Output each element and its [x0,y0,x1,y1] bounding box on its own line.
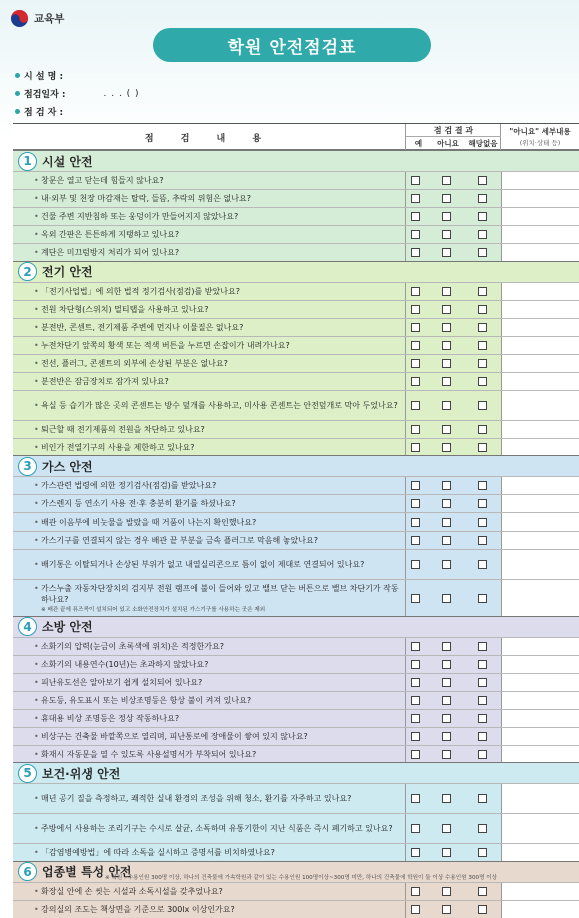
checklist-row [13,673,579,691]
detail-cell[interactable] [501,172,579,189]
section-title-text: 업종별 특성 안전 [42,865,132,879]
detail-cell[interactable] [501,532,579,549]
checklist-row [13,655,579,673]
meta-date [15,87,140,100]
checklist-row [13,843,579,861]
question-cell [13,301,406,318]
question-text: • 옥외 간판은 튼튼하게 지탱하고 있나요? [41,229,401,240]
checkbox-yes[interactable] [411,425,420,434]
question-text: • 「전기사업법」에 의한 법적 정기검사(점검)를 받았나요? [41,286,401,297]
detail-cell[interactable] [501,883,579,900]
checkbox-na[interactable] [478,323,487,332]
checklist-row [13,438,579,456]
question-cell [13,844,406,861]
checkbox-na[interactable] [478,443,487,452]
question-cell [13,477,406,494]
detail-cell[interactable] [501,373,579,390]
checklist-row [13,494,579,512]
checkbox-no[interactable] [442,642,451,651]
checkbox-na[interactable] [478,176,487,185]
detail-cell[interactable] [501,784,579,813]
question-cell [13,244,406,261]
detail-cell[interactable] [501,283,579,300]
checkbox-yes[interactable] [411,560,420,569]
header-content: 점 검 내 용 [13,124,406,150]
checkbox-no[interactable] [442,518,451,527]
checkbox-na[interactable] [478,794,487,803]
checkbox-na[interactable] [478,536,487,545]
table-header [13,124,579,150]
question-text: • 전원 차단형(스위치) 멀티탭을 사용하고 있나요? [41,304,401,315]
question-text: • 가스관련 법령에 의한 정기검사(점검)를 받았나요? [41,480,401,491]
checkbox-yes[interactable] [411,176,420,185]
checklist-row [13,336,579,354]
detail-cell[interactable] [501,674,579,691]
checkbox-na[interactable] [478,678,487,687]
checkbox-na[interactable] [478,377,487,386]
question-text: • 주방에서 사용하는 조리기구는 수시로 살균, 소독하며 유통기한이 지난 식품은 즉시 폐기하고 있나요? [41,823,401,834]
checkbox-no[interactable] [442,794,451,803]
checkbox-no[interactable] [442,499,451,508]
checkbox-no[interactable] [442,824,451,833]
question-cell [13,190,406,207]
checkbox-yes[interactable] [411,287,420,296]
checkbox-yes[interactable] [411,824,420,833]
question-cell [13,692,406,709]
meta-facility [15,69,63,82]
checkbox-na[interactable] [478,481,487,490]
question-text: • 매년 공기 질을 측정하고, 쾌적한 실내 환경의 조성을 위해 청소, 환기를 자주하고 있나요? [41,793,401,804]
meta-label: 점 검 자 : [24,108,64,118]
checkbox-yes[interactable] [411,323,420,332]
checkbox-yes[interactable] [411,905,420,914]
question-cell [13,784,406,813]
checkbox-no[interactable] [442,305,451,314]
detail-cell[interactable] [501,656,579,673]
header-no: 아니요 [437,139,459,148]
detail-cell[interactable] [501,746,579,763]
checklist-row [13,512,579,530]
checkbox-yes[interactable] [411,230,420,239]
question-text: • 비상구는 건축물 바깥쪽으로 열리며, 피난통로에 장애물이 쌓여 있지 않나요? [41,731,401,742]
detail-cell[interactable] [501,301,579,318]
meta-label: 점검일자 : [24,90,66,100]
detail-cell[interactable] [501,550,579,579]
checkbox-na[interactable] [478,341,487,350]
checkbox-yes[interactable] [411,359,420,368]
checkbox-na[interactable] [478,230,487,239]
checkbox-yes[interactable] [411,481,420,490]
checklist-row [13,390,579,420]
checkbox-na[interactable] [478,305,487,314]
checklist-row [13,282,579,300]
meta-label: 시 설 명 : [24,72,64,82]
detail-cell[interactable] [501,208,579,225]
taegeuk-icon [10,9,29,28]
checkbox-no[interactable] [442,194,451,203]
section-title-text: 보건·위생 안전 [42,766,121,781]
question-text: • 분전반, 콘센트, 전기제품 주변에 먼지나 이물질은 없나요? [41,322,401,333]
checkbox-na[interactable] [478,287,487,296]
question-text: • 소화기의 내용연수(10년)는 초과하지 않았나요? [41,659,401,670]
bullet-icon [15,109,20,114]
checkbox-yes[interactable] [411,794,420,803]
question-note: ※ 배관 끝에 퓨즈콕이 설치되어 있고 소화안전장치가 설치된 가스기구를 사용하는 곳은 제외 [41,606,266,613]
checkbox-yes[interactable] [411,848,420,857]
checklist-row [13,745,579,763]
detail-cell[interactable] [501,190,579,207]
question-text: • 유도등, 유도표시 또는 비상조명등은 항상 불이 켜져 있나요? [41,695,401,706]
section-number-icon: 4 [18,617,37,636]
checklist-row [13,476,579,494]
detail-cell[interactable] [501,477,579,494]
section-number-icon: 1 [18,152,37,171]
checkbox-yes[interactable] [411,401,420,410]
section-title-text: 전기 안전 [42,265,93,279]
checkbox-yes[interactable] [411,518,420,527]
question-text: • 화장실 안에 손 씻는 시설과 소독시설을 갖추었나요? [41,886,401,897]
checkbox-yes[interactable] [411,248,420,257]
detail-cell[interactable] [501,638,579,655]
detail-cell[interactable] [501,901,579,918]
question-text: • 소화기의 압력(눈금이 초록색에 위치)은 적정한가요? [41,641,401,652]
checkbox-na[interactable] [478,194,487,203]
checkbox-no[interactable] [442,212,451,221]
checkbox-no[interactable] [442,887,451,896]
detail-cell[interactable] [501,421,579,438]
checklist-row [13,225,579,243]
bullet-icon [15,73,20,78]
checkbox-yes[interactable] [411,678,420,687]
checkbox-no[interactable] [442,560,451,569]
question-text: • 가스누출 자동차단장치의 검지부 전원 램프에 불이 들어와 있고 밸브 닫는 버튼으로 밸브 차단기가 작동 하나요? [41,583,401,605]
section-title-text: 소방 안전 [42,620,93,635]
question-cell [13,319,406,336]
checkbox-na[interactable] [478,887,487,896]
checkbox-na[interactable] [478,750,487,759]
section-number-icon: 3 [18,457,37,476]
question-text: • 분전반은 잠금장치로 잠가져 있나요? [41,376,401,387]
checkbox-yes[interactable] [411,443,420,452]
checkbox-na[interactable] [478,714,487,723]
question-cell [13,656,406,673]
detail-cell[interactable] [501,513,579,530]
question-cell [13,580,406,617]
checklist-row [13,531,579,549]
question-cell [13,226,406,243]
checkbox-na[interactable] [478,560,487,569]
question-text: • 피난유도선은 알아보기 쉽게 설치되어 있나요? [41,677,401,688]
question-text: • 전선, 플러그, 콘센트의 외부에 손상된 부분은 없나요? [41,358,401,369]
header-background [0,0,579,140]
checkbox-no[interactable] [442,248,451,257]
checkbox-no[interactable] [442,848,451,857]
checkbox-yes[interactable] [411,660,420,669]
checkbox-no[interactable] [442,443,451,452]
detail-cell[interactable] [501,692,579,709]
question-text: • 가스렌지 등 연소기 사용 전·후 충분히 환기를 하셨나요? [41,498,401,509]
detail-cell[interactable] [501,580,579,617]
checkbox-no[interactable] [442,905,451,914]
question-text: • 욕실 등 습기가 많은 곳의 콘센트는 방수 덮개를 사용하고, 미사용 콘센트는 안전덮개로 막아 두었나요? [41,400,401,411]
checklist-row [13,300,579,318]
section-title [13,617,579,637]
question-cell [13,373,406,390]
checkbox-na[interactable] [478,359,487,368]
question-cell [13,355,406,372]
question-text: • 휴대용 비상 조명등은 정상 작동하나요? [41,713,401,724]
question-text: • 계단은 미끄럼방지 처리가 되어 있나요? [41,247,401,258]
checkbox-na[interactable] [478,905,487,914]
checkbox-yes[interactable] [411,696,420,705]
checklist-row [13,420,579,438]
checklist-row [13,372,579,390]
checklist-row [13,243,579,261]
header-result [406,124,501,150]
question-text: • 화재시 자동문을 열 수 있도록 사용설명서가 부착되어 있나요? [41,749,401,760]
checkbox-na[interactable] [478,696,487,705]
checkbox-yes[interactable] [411,499,420,508]
checkbox-yes[interactable] [411,536,420,545]
checkbox-no[interactable] [442,425,451,434]
question-cell [13,532,406,549]
section-title-text: 시설 안전 [42,154,93,169]
checklist-row [13,579,579,617]
checklist-row [13,637,579,655]
checklist-row [13,189,579,207]
question-cell [13,391,406,420]
page-title: 학원 안전점검표 [153,28,431,62]
detail-cell[interactable] [501,226,579,243]
section-1 [13,150,579,261]
detail-cell[interactable] [501,319,579,336]
checkbox-yes[interactable] [411,377,420,386]
header-result-title: 점 검 결 과 [406,125,501,137]
detail-cell[interactable] [501,244,579,261]
checkbox-na[interactable] [478,401,487,410]
detail-cell[interactable] [501,844,579,861]
checkbox-na[interactable] [478,824,487,833]
question-cell [13,172,406,189]
checkbox-yes[interactable] [411,194,420,203]
checklist-row [13,354,579,372]
checkbox-no[interactable] [442,323,451,332]
question-cell [13,495,406,512]
header-na: 해당없음 [468,139,498,148]
section-3 [13,455,579,615]
section-number-icon: 5 [18,764,37,783]
section-6 [13,861,579,917]
checkbox-no[interactable] [442,401,451,410]
checkbox-na[interactable] [478,642,487,651]
checklist-row [13,709,579,727]
checkbox-na[interactable] [478,499,487,508]
detail-cell[interactable] [501,439,579,456]
checkbox-yes[interactable] [411,732,420,741]
section-title [13,456,579,476]
detail-cell[interactable] [501,391,579,420]
checklist-row [13,691,579,709]
question-cell [13,421,406,438]
detail-cell[interactable] [501,728,579,745]
checkbox-yes[interactable] [411,594,420,603]
checkbox-no[interactable] [442,287,451,296]
checkbox-no[interactable] [442,732,451,741]
checklist-row [13,318,579,336]
question-text: • 배관 이음부에 비눗물을 발랐을 때 거품이 나는지 확인했나요? [41,517,401,528]
question-cell [13,283,406,300]
checkbox-no[interactable] [442,594,451,603]
section-4 [13,616,579,763]
question-cell [13,674,406,691]
question-text: • 내·외부 및 천장 마감재는 탈락, 들뜸, 추락의 위험은 없나요? [41,193,401,204]
section-number-icon: 6 [18,862,37,881]
meta-value: . . . ( ) [103,88,140,99]
question-text: • 「감염병예방법」에 따라 소독을 실시하고 증명서를 비치하였나요? [41,847,401,858]
question-text: • 퇴근할 때 전기제품의 전원을 차단하고 있나요? [41,424,401,435]
header-yes: 예 [414,139,423,148]
question-cell [13,883,406,900]
question-text: • 가스기구를 연결되지 않는 경우 배관 끝 부분을 금속 플러그로 막음해 놓았나요? [41,535,401,546]
checkbox-yes[interactable] [411,750,420,759]
question-text: • 건물 주변 지반침하 또는 웅덩이가 만들어지지 않았나요? [41,211,401,222]
detail-cell[interactable] [501,355,579,372]
header-detail-sub: (위치·상태 등) [519,139,561,147]
checklist-row [13,900,579,918]
bullet-icon [15,91,20,96]
checkbox-na[interactable] [478,425,487,434]
checklist-row [13,171,579,189]
checkbox-no[interactable] [442,660,451,669]
checklist-row [13,549,579,579]
detail-cell[interactable] [501,710,579,727]
checkbox-no[interactable] [442,481,451,490]
header-detail [501,124,579,150]
question-text: • 배기통은 이탈되거나 손상된 부위가 없고 내열실리콘으로 틈이 없이 제대로 연결되어 있나요? [41,559,401,570]
checkbox-no[interactable] [442,750,451,759]
checkbox-no[interactable] [442,176,451,185]
question-text: • 누전차단기 앞쪽의 황색 또는 적색 버튼을 누르면 손잡이가 내려가나요? [41,340,401,351]
question-cell [13,746,406,763]
checkbox-na[interactable] [478,848,487,857]
question-cell [13,439,406,456]
section-number-icon: 2 [18,262,37,281]
footnote: ※ 학원 : 수용인원 300명 이상, 하나의 건축물에 가속학원과 같이 있는 수용인원 100명이상~300명 미만, 하나의 건축물에 학원이 둘 이상 수용인원 300명 이상 [105,875,498,881]
checkbox-yes[interactable] [411,642,420,651]
question-cell [13,550,406,579]
question-cell [13,337,406,354]
checkbox-yes[interactable] [411,212,420,221]
checkbox-na[interactable] [478,594,487,603]
checkbox-no[interactable] [442,377,451,386]
question-text: • 창문은 열고 닫는데 힘들지 않나요? [41,175,401,186]
checkbox-yes[interactable] [411,887,420,896]
checkbox-na[interactable] [478,212,487,221]
checkbox-na[interactable] [478,660,487,669]
checkbox-na[interactable] [478,248,487,257]
checkbox-yes[interactable] [411,341,420,350]
checkbox-no[interactable] [442,359,451,368]
question-cell [13,901,406,918]
detail-cell[interactable] [501,814,579,843]
checkbox-no[interactable] [442,678,451,687]
checkbox-yes[interactable] [411,305,420,314]
checklist-row [13,727,579,745]
section-title [13,763,579,783]
ministry-name: 교육부 [34,12,65,25]
header-detail-title: "아니요" 세부내용 [509,127,571,136]
question-text: • 비인가 전열기구의 사용을 제한하고 있나요? [41,442,401,453]
checklist-row [13,813,579,843]
section-5 [13,762,579,860]
question-cell [13,513,406,530]
checkbox-yes[interactable] [411,714,420,723]
ministry-logo [10,8,64,28]
section-title [13,151,579,171]
meta-inspector [15,105,63,118]
section-title [13,262,579,282]
checklist-row [13,207,579,225]
detail-cell[interactable] [501,495,579,512]
checkbox-no[interactable] [442,341,451,350]
section-title-text: 가스 안전 [42,459,93,474]
checkbox-no[interactable] [442,536,451,545]
checkbox-na[interactable] [478,732,487,741]
checkbox-no[interactable] [442,696,451,705]
detail-cell[interactable] [501,337,579,354]
checkbox-no[interactable] [442,230,451,239]
question-cell [13,710,406,727]
checkbox-no[interactable] [442,714,451,723]
question-cell [13,208,406,225]
checklist-row [13,783,579,813]
question-cell [13,814,406,843]
question-cell [13,638,406,655]
section-2 [13,261,579,456]
checkbox-na[interactable] [478,518,487,527]
question-text: • 강의실의 조도는 책상면을 기준으로 300lx 이상인가요? [41,904,401,915]
checklist-row [13,882,579,900]
question-cell [13,728,406,745]
